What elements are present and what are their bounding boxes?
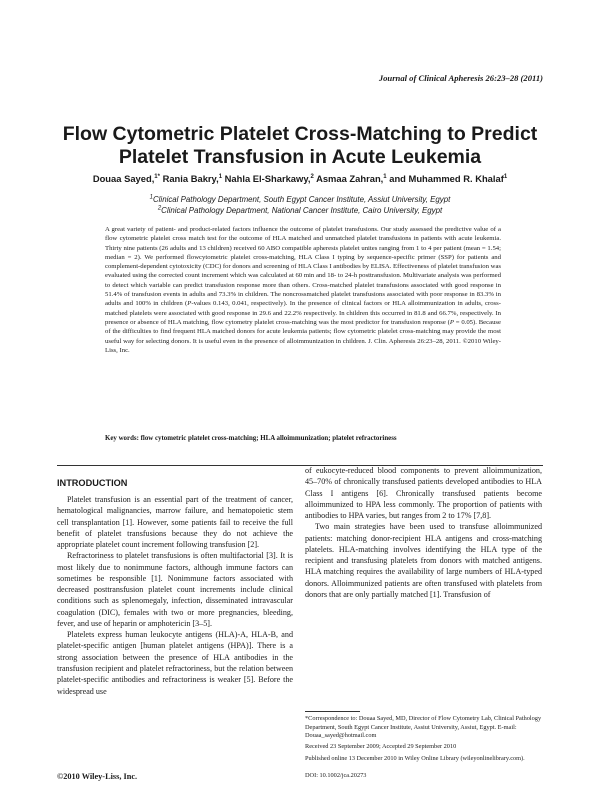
abstract [105, 225, 501, 355]
affiliation-text: Clinical Pathology Department, South Egypt Cancer Institute, Assiut University, Egypt [152, 195, 451, 204]
intro-paragraph: Two main strategies have been used to transfuse alloimmunized patients: matching donor-recipient HLA antigens and cross-matching platelets. HLA-matching involves identifying the HLA type of the recipient and transfusing platelets from donors with matched antigens. HLA matching requires the availability of large numbers of HLA-typed donors. Alloimmunized patients are often transfused with platelets from donors that are only partially matched [1]. Transfusion of [305, 522, 542, 599]
author-name: Asmaa Zahran, [316, 173, 384, 184]
article-title [0, 123, 600, 168]
intro-paragraph: Platelets express human leukocyte antigens (HLA)-A, HLA-B, and platelet-specific antigen [human platelet antigens (HPA)]. There is a strong association between the presence of HLA antibodies in the transfusion recipient and platelet refractoriness, but the relation between platelet-specific antibodies and refractoriness is weaker [5]. Before the widespread use [57, 630, 293, 696]
affiliation-number: 2 [157, 205, 162, 212]
author-affiliation-mark: 2 [310, 173, 314, 180]
author-affiliation-mark: 1* [154, 173, 160, 180]
title-line-2: Platelet Transfusion in Acute Leukemia [118, 145, 482, 168]
p-value-label: P [187, 300, 192, 308]
abstract-copyright: ©2010 Wiley-Liss, Inc. [105, 337, 502, 354]
body-column-left [57, 494, 293, 697]
affiliation-1 [0, 195, 600, 204]
section-heading-introduction: INTRODUCTION [57, 478, 128, 488]
abstract-text: -values 0.143, 0.041, respectively). In the presence of clinical factors or HLA alloimmunization in adults, cross-matched platelets were associated with good response in 29.6 and 22.2% respectively. In children this occurred in 81.8 and 66.7%, respectively. In presence or absence of HLA matching, flow cytometry platelet cross-matching was the most predictor for transfusion response ( [105, 300, 501, 326]
author-name: Muhammed R. Khalaf [408, 173, 504, 184]
author-conjunction: and [389, 173, 406, 184]
footnote-received: Received 23 September 2009; Accepted 29 September 2010 [305, 743, 457, 750]
footnote-rule [305, 711, 360, 712]
abstract-text: A great variety of patient- and product-related factors influence the outcome of platelet transfusions. Our study assessed the predictive value of a flow cytometric platelet cross match test for the outcome of HLA matched and unmatched platelet transfusions in patients with acute leukemia. Thirty nine patients (26 adults and 13 children) received 60 ABO compatible apheresis platelet unites ranging from 1 to 4 per patient (mean = 1.54; median = 2). We performed flowcytometric platelet cross-matching, HLA Class I typing by sequence-specific primer (SSP) for patients and complement-dependent cytotoxicity (CDC) for donors and screening of HLA Class I antibodies by ELISA. Effectiveness of platelet transfusion was evaluated using the corrected count increment which was calculated at 60 min and 18- to 24-h posttransfusion. Multivariate analysis was performed to detect which variable can predict transfusion response more than others. Cross-matched platelet transfusions associated with good response in 51.4% of transfusion events in adults and 73.3% in children. The noncrossmatched platelet transfusions associated with poor response in 83.3% in adults and 100% in children ( [105, 226, 502, 308]
author-name: Rania Bakry, [162, 173, 219, 184]
intro-paragraph: of eukocyte-reduced blood components to prevent alloimmunization, 45–70% of chronically transfused patients developed antibodies to HLA Class I antigens [6]. Chronically transfused patients become alloimmunized to HPA less commonly. The proportion of patients with antibodies to HPA varies, but ranges from 2 to 17% [7,8]. [305, 466, 542, 521]
journal-citation: Journal of Clinical Apheresis 26:23–28 (2011) [378, 73, 543, 83]
title-line-1: Flow Cytometric Platelet Cross-Matching to Predict [62, 123, 538, 145]
author-name: Nahla El-Sharkawy, [224, 173, 311, 184]
affiliation-number: 1 [149, 194, 153, 201]
affiliation-text: Clinical Pathology Department, National Cancer Institute, Cairo University, Egypt [161, 206, 443, 215]
author-affiliation-mark: 1 [218, 173, 223, 180]
author-name: Douaa Sayed, [92, 173, 155, 184]
author-affiliation-mark: 1 [383, 173, 387, 180]
footnote-correspondence: *Correspondence to: Douaa Sayed, MD, Director of Flow Cytometry Lab, Clinical Pathology Department, South Egypt Cancer Institute, Assiut University, Assiut, Egypt. E-mail: Douaa_sayed@hotmail.com [305, 715, 542, 740]
author-affiliation-mark: 1 [503, 173, 508, 180]
p-value-label: P [449, 318, 454, 326]
footnote-published: Published online 13 December 2010 in Wiley Online Library (wileyonlinelibrary.com). [305, 755, 525, 762]
keywords-label: Key words: [105, 435, 139, 442]
keywords [105, 435, 501, 442]
footnote-doi: DOI: 10.1002/jca.20273 [305, 772, 367, 779]
intro-paragraph: Refractoriness to platelet transfusions is often multifactorial [3]. It is most likely due to nonimmune factors, although immune factors can sometimes be responsible [1]. Nonimmune factors associated with decreased posttransfusion platelet count increments include clinical conditions such as splenomegaly, infection, disseminated intravascular coagulation (DIC), females with two or more pregnancies, bleeding, fever, and use of heparin or amphotericin [3–5]. [57, 551, 293, 628]
body-column-right [305, 465, 542, 600]
affiliation-2 [0, 206, 600, 215]
author-list [0, 173, 600, 184]
abstract-text: = 0.05). Because of the difficulties to find frequent HLA matched donors for acute leukemia patients; flow cytometric platelet cross-matching may provide the most useful way for selecting donors. It is useful even in the presence of alloimmunization in children. J. Clin. Apheresis 26:23–28, 2011. [105, 318, 502, 345]
keywords-text: flow cytometric platelet cross-matching; HLA alloimmunization; platelet refractoriness [140, 435, 397, 442]
footer-copyright: ©2010 Wiley-Liss, Inc. [57, 772, 138, 781]
intro-paragraph: Platelet transfusion is an essential part of the treatment of cancer, hematological malignancies, marrow failure, and hematopoietic stem cell transplantation [1]. However, some patients fail to receive the full benefit of platelet transfusions because they do not achieve the appropriate platelet count increment following transfusion [2]. [57, 495, 293, 550]
